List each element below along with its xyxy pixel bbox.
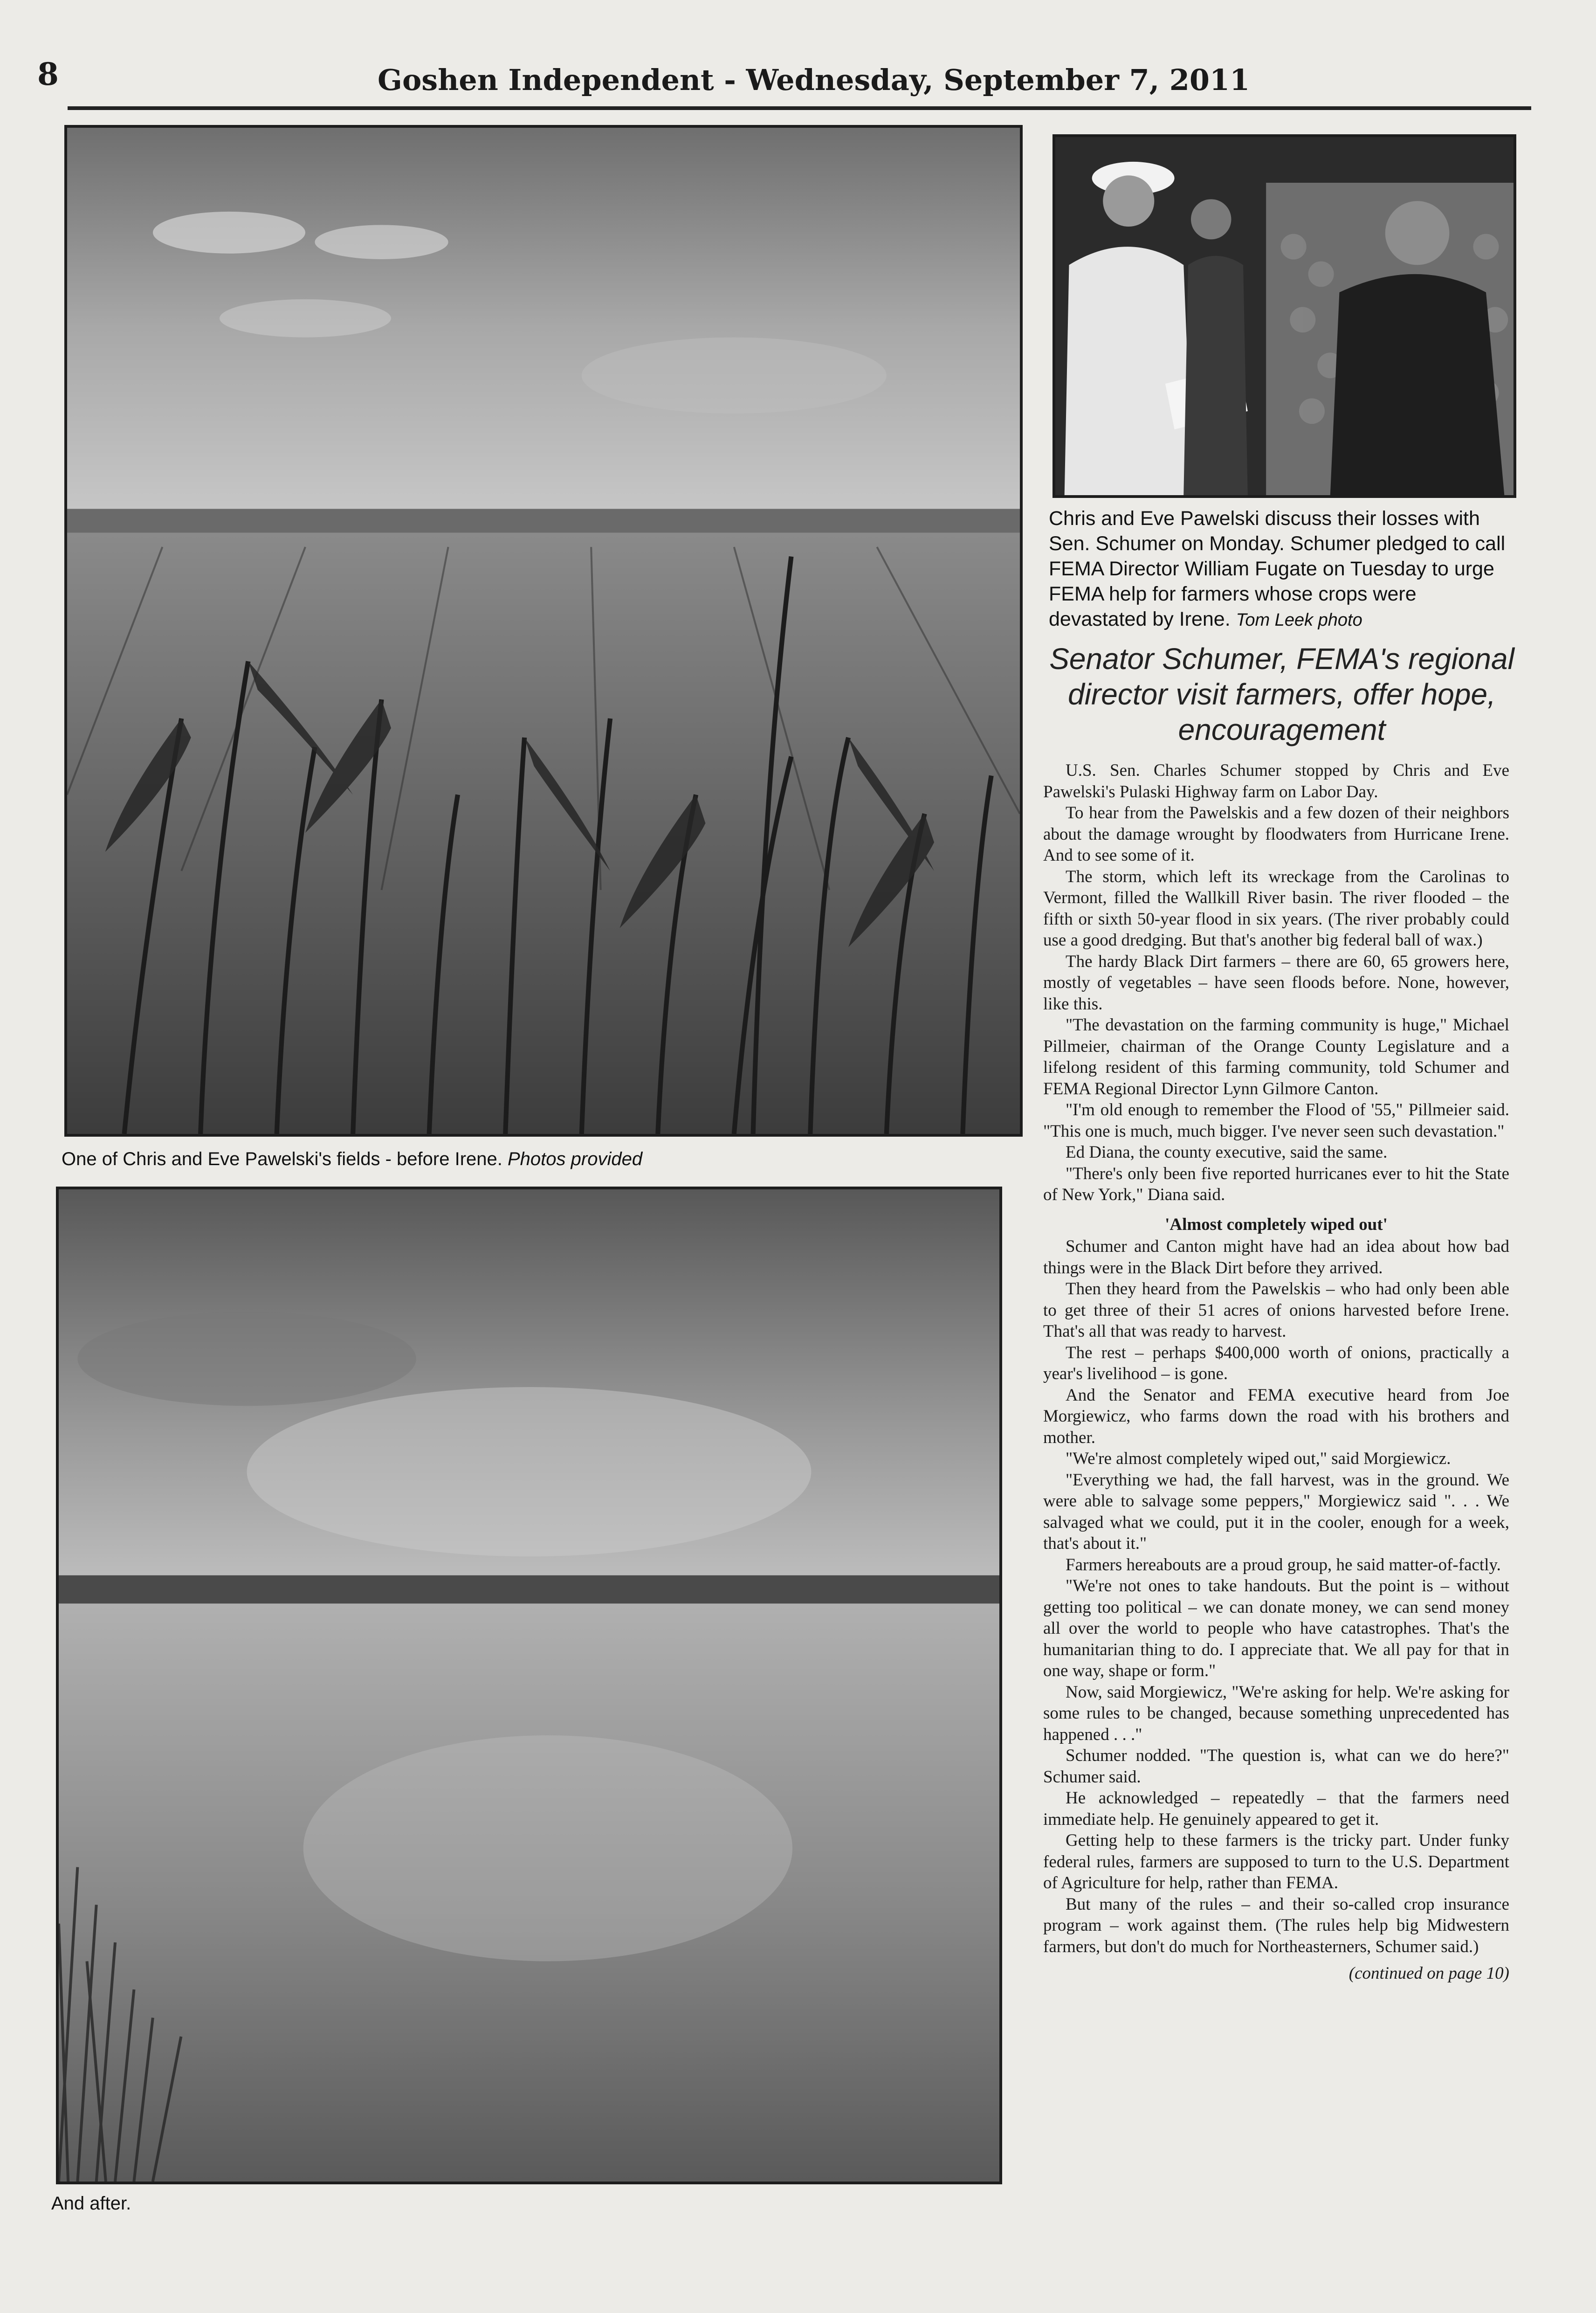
article-headline: Senator Schumer, FEMA's regional director visit farmers, offer hope, encouragement bbox=[1049, 642, 1514, 746]
article-paragraph: Schumer and Canton might have had an idea about how bad things were in the Black Dirt before they arrived. bbox=[1043, 1237, 1509, 1277]
article-paragraph: To hear from the Pawelskis and a few dozen of their neighbors about the damage wrought by floodwaters from Hurricane Irene. And to see some of it. bbox=[1043, 803, 1509, 865]
photo-field-before bbox=[64, 125, 1023, 1137]
photo-pawelskis-schumer bbox=[1053, 134, 1516, 498]
article-paragraph: Getting help to these farmers is the tricky part. Under funky federal rules, farmers are supposed to turn to the U.S. Department of Agriculture for help, rather than FEMA. bbox=[1043, 1831, 1509, 1892]
article-paragraph: The hardy Black Dirt farmers – there are 60, 65 growers here, mostly of vegetables – have seen floods before. None, however, like this. bbox=[1043, 952, 1509, 1014]
article-body bbox=[1043, 760, 1509, 1984]
article-subhead: 'Almost completely wiped out' bbox=[1165, 1215, 1388, 1234]
photo-small-caption bbox=[1049, 506, 1510, 633]
continued-note: (continued on page 10) bbox=[1348, 1964, 1509, 1983]
article-paragraph: U.S. Sen. Charles Schumer stopped by Chris and Eve Pawelski's Pulaski Highway farm on Labor Day. bbox=[1043, 761, 1509, 801]
photo-small-caption-text: Chris and Eve Pawelski discuss their losses with Sen. Schumer on Monday. Schumer pledged to call FEMA Director William Fugate on Tuesday to urge FEMA help for farmers whose crops were devastated by Irene. bbox=[1049, 507, 1506, 630]
article-paragraph: But many of the rules – and their so-called crop insurance program – work against them. (The rules help big Midwestern farmers, but don't do much for Northeasterners, Schumer said.) bbox=[1043, 1894, 1509, 1956]
article-paragraph: "We're not ones to take handouts. But the point is – without getting too political – we can donate money, we can send money all over the world to people who have catastrophes. That's the humanitarian thing to do. I appreciate that. We all pay for that in one way, shape or form." bbox=[1043, 1576, 1509, 1680]
article-paragraph: "Everything we had, the fall harvest, was in the ground. We were able to salvage some peppers," Morgiewicz said ". . . We salvaged what we could, put it in the cooler, enough for a week, that's about it." bbox=[1043, 1470, 1509, 1553]
article-paragraph: The storm, which left its wreckage from the Carolinas to Vermont, filled the Wallkill River basin. The river flooded – the fifth or sixth 50-year flood in six years. (The river probably could use a good dredging. But that's another big federal ball of wax.) bbox=[1043, 867, 1509, 950]
article-paragraph: And the Senator and FEMA executive heard from Joe Morgiewicz, who farms down the road with his brothers and mother. bbox=[1043, 1385, 1509, 1447]
article-paragraph: Schumer nodded. "The question is, what can we do here?" Schumer said. bbox=[1043, 1746, 1509, 1787]
photo-before-caption bbox=[62, 1147, 1022, 1171]
article-paragraph: "There's only been five reported hurricanes ever to hit the State of New York," Diana said. bbox=[1043, 1164, 1509, 1204]
article-paragraph: The rest – perhaps $400,000 worth of onions, practically a year's livelihood – is gone. bbox=[1043, 1343, 1509, 1383]
photo-field-after bbox=[56, 1187, 1002, 2184]
photo-before-caption-text: One of Chris and Eve Pawelski's fields - before Irene. bbox=[62, 1149, 502, 1169]
masthead: Goshen Independent - Wednesday, September 7, 2011 bbox=[378, 63, 1250, 97]
article-paragraph: "The devastation on the farming community is huge," Michael Pillmeier, chairman of the Orange County Legislature and a lifelong resident of this farming community, told Schumer and FEMA Regional Director Lynn Gilmore Canton. bbox=[1043, 1015, 1509, 1098]
photo-after-caption: And after. bbox=[51, 2193, 131, 2214]
article-paragraph: "I'm old enough to remember the Flood of '55," Pillmeier said. "This one is much, much bigger. I've never seen such devastation." bbox=[1043, 1100, 1509, 1141]
page-number: 8 bbox=[37, 56, 59, 92]
article-paragraph: Then they heard from the Pawelskis – who had only been able to get three of their 51 acres of onions harvested before Irene. That's all that was ready to harvest. bbox=[1043, 1279, 1509, 1341]
photo-small-credit: Tom Leek photo bbox=[1236, 610, 1362, 630]
photo-before-credit: Photos provided bbox=[507, 1149, 643, 1169]
article-paragraph: "We're almost completely wiped out," said Morgiewicz. bbox=[1066, 1449, 1451, 1468]
article-paragraph: Farmers hereabouts are a proud group, he said matter-of-factly. bbox=[1066, 1555, 1501, 1574]
article-paragraph: Ed Diana, the county executive, said the same. bbox=[1066, 1143, 1388, 1162]
article-paragraph: Now, said Morgiewicz, "We're asking for help. We're asking for some rules to be changed, because something unprecedented has happened . . ." bbox=[1043, 1682, 1509, 1744]
header-rule bbox=[68, 106, 1531, 110]
article-paragraph: He acknowledged – repeatedly – that the farmers need immediate help. He genuinely appeared to get it. bbox=[1043, 1788, 1509, 1829]
